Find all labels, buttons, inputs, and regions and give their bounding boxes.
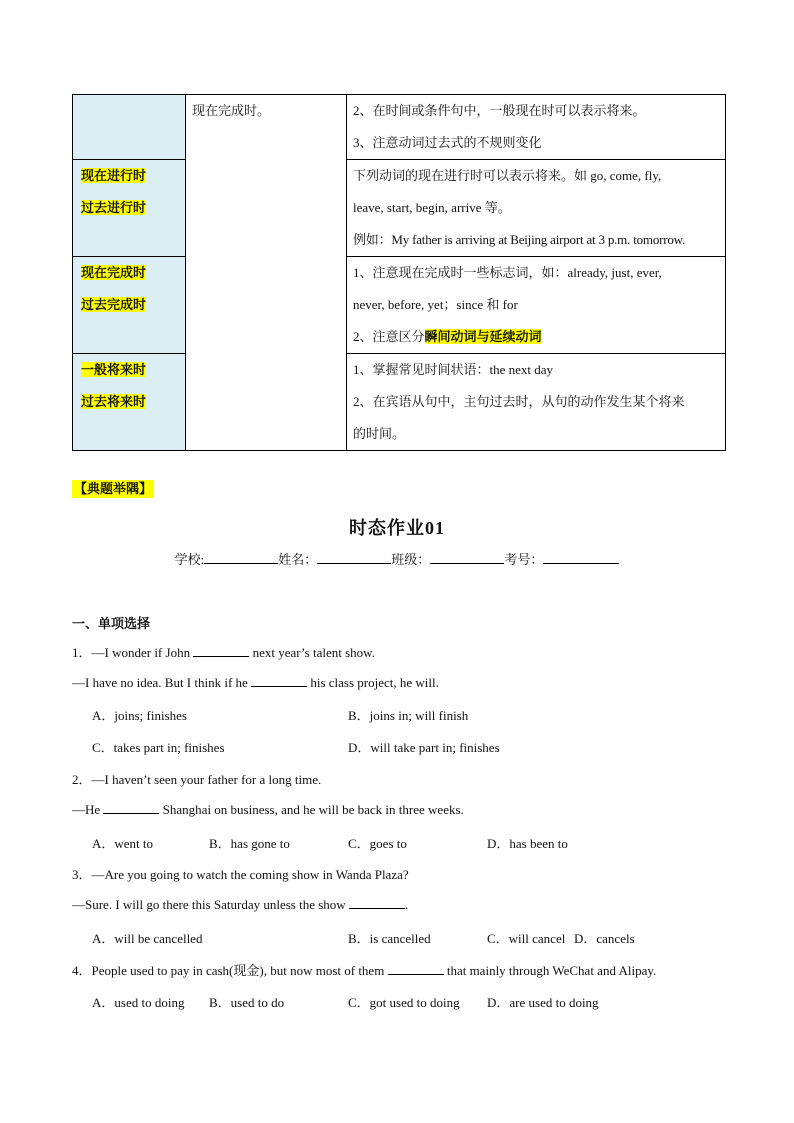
- section-heading: 一、单项选择: [72, 616, 151, 631]
- option-c: C．will cancel: [487, 931, 566, 946]
- question-text: 3．—Are you going to watch the coming show in Wanda Plaza?: [72, 867, 409, 882]
- school-label: 学校:: [174, 552, 205, 567]
- answer-blank: [349, 896, 405, 909]
- name-label: 姓名：: [278, 552, 318, 567]
- option-a: A．joins; finishes: [92, 708, 187, 723]
- option-d: D．has been to: [487, 836, 568, 851]
- option-d: D．are used to doing: [487, 995, 599, 1010]
- exam-number-blank[interactable]: [543, 551, 619, 564]
- cell-text: 1、掌握常见时间状语：the next day: [353, 362, 554, 377]
- cell-text: 现在完成时。: [192, 103, 271, 118]
- table-cell-tense: [73, 257, 186, 354]
- option-a: A．will be cancelled: [92, 931, 203, 946]
- student-info-line: [0, 549, 794, 568]
- question-line: [72, 801, 464, 818]
- question-line: [72, 864, 409, 883]
- option-a: A．used to doing: [92, 995, 185, 1010]
- option-d: D．will take part in; finishes: [348, 740, 500, 755]
- option-c: C．takes part in; finishes: [92, 740, 225, 755]
- table-cell: [347, 95, 726, 160]
- option-c: C．got used to doing: [348, 995, 460, 1010]
- table-row: [73, 257, 726, 354]
- question-text: next year’s talent show.: [249, 645, 375, 660]
- question-text: 4．People used to pay in cash(现金), but now most of them: [72, 963, 388, 978]
- table-cell: [347, 257, 726, 354]
- page-title: 时态作业01: [349, 518, 445, 538]
- answer-blank: [103, 801, 159, 814]
- question-text: Shanghai on business, and he will be back in three weeks.: [159, 802, 464, 817]
- question-text: 2．—I haven’t seen your father for a long time.: [72, 772, 322, 787]
- option-c: C．goes to: [348, 836, 407, 851]
- question-line: [72, 960, 656, 979]
- section-tag: 【典题举隅】: [74, 481, 153, 496]
- table-cell-empty: [73, 95, 186, 160]
- tense-label: 过去完成时: [81, 297, 147, 312]
- tense-label: 现在进行时: [81, 168, 147, 183]
- tense-table: [72, 94, 726, 451]
- cell-text: 2、在时间或条件句中，一般现在时可以表示将来。: [353, 103, 646, 118]
- tense-label: 过去将来时: [81, 394, 147, 409]
- name-blank[interactable]: [317, 551, 391, 564]
- table-cell: [347, 354, 726, 451]
- table-row: [73, 160, 726, 257]
- table-cell-tense: [73, 354, 186, 451]
- class-label: 班级：: [391, 552, 431, 567]
- table-row: [73, 354, 726, 451]
- tense-label: 过去进行时: [81, 200, 147, 215]
- answer-blank: [251, 674, 307, 687]
- question-text: his class project, he will.: [307, 675, 439, 690]
- cell-text: never, before, yet；since 和 for: [353, 297, 518, 312]
- answer-blank: [193, 644, 249, 657]
- question-line: [72, 769, 321, 788]
- question-text: —I have no idea. But I think if he: [72, 675, 252, 690]
- answer-blank: [388, 962, 444, 975]
- class-blank[interactable]: [430, 551, 504, 564]
- cell-text: 例如：My father is arriving at Beijing airport at 3 p.m. tomorrow.: [353, 232, 686, 247]
- cell-text: 3、注意动词过去式的不规则变化: [353, 135, 542, 150]
- cell-text: 的时间。: [353, 426, 406, 441]
- question-text: .: [404, 897, 409, 912]
- tense-label: 现在完成时: [81, 265, 147, 280]
- option-b: B．joins in; will finish: [348, 708, 469, 723]
- option-b: B．used to do: [209, 995, 285, 1010]
- question-text: 1．—I wonder if John: [72, 645, 194, 660]
- cell-text: 2、在宾语从句中，主句过去时，从句的动作发生某个将来: [353, 394, 685, 409]
- table-cell-tense: [73, 160, 186, 257]
- table-row: [73, 95, 726, 160]
- table-cell-merged: [186, 95, 347, 451]
- option-d: D．cancels: [574, 931, 635, 946]
- school-blank[interactable]: [204, 551, 278, 564]
- option-b: B．is cancelled: [348, 931, 431, 946]
- cell-text: 下列动词的现在进行时可以表示将来。如 go, come, fly,: [353, 168, 662, 183]
- question-line: [72, 674, 439, 691]
- question-line: [72, 642, 375, 661]
- option-a: A．went to: [92, 836, 154, 851]
- exam-number-label: 考号：: [504, 552, 544, 567]
- highlighted-term: 瞬间动词与延续动词: [424, 329, 542, 344]
- question-line: [72, 896, 408, 913]
- cell-text: 1、注意现在完成时一些标志词，如：already, just, ever,: [353, 265, 662, 280]
- question-text: that mainly through WeChat and Alipay.: [443, 963, 657, 978]
- table-cell: [347, 160, 726, 257]
- cell-text: 2、注意区分: [353, 329, 425, 344]
- question-text: —Sure. I will go there this Saturday unless the show: [72, 897, 349, 912]
- cell-text: leave, start, begin, arrive 等。: [353, 200, 511, 215]
- tense-label: 一般将来时: [81, 362, 147, 377]
- question-text: —He: [72, 802, 104, 817]
- option-b: B．has gone to: [209, 836, 290, 851]
